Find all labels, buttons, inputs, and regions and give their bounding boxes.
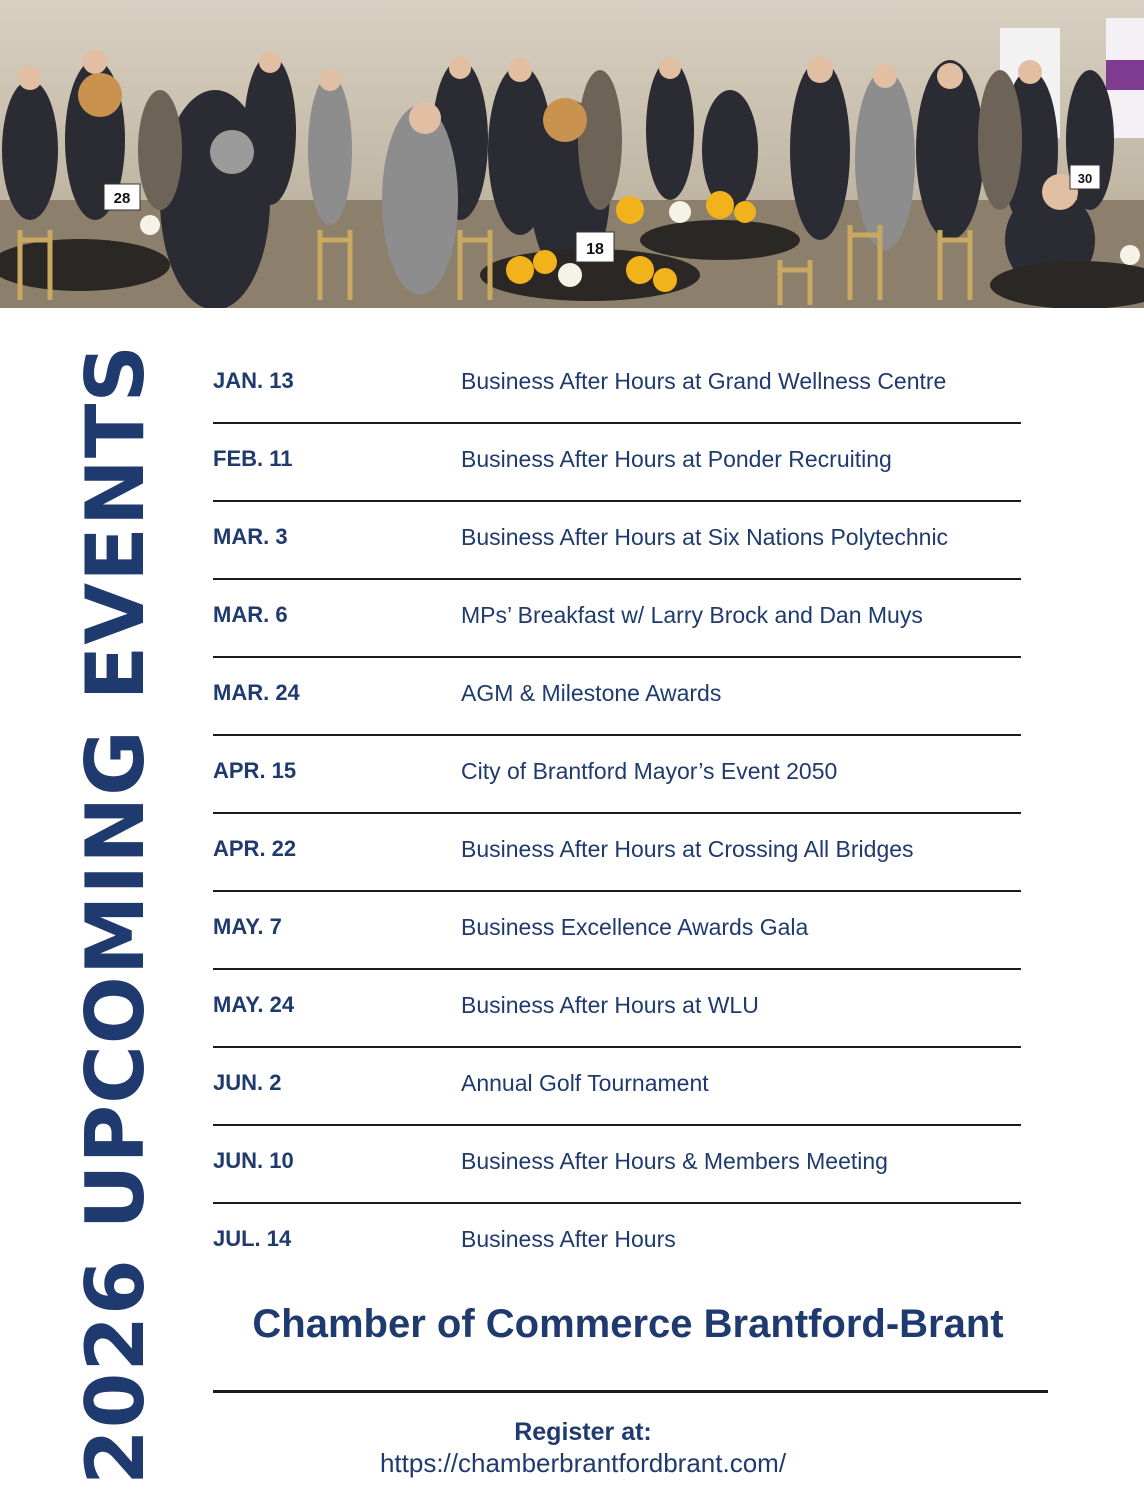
event-name: Business After Hours & Members Meeting	[461, 1148, 888, 1174]
table-number-card	[576, 232, 614, 262]
event-row	[213, 346, 1021, 424]
table-number-label: 30	[1077, 171, 1093, 186]
networking-event-photo	[0, 0, 1144, 308]
event-name: Business After Hours at Grand Wellness Centre	[461, 368, 947, 394]
event-name: Business After Hours at Ponder Recruiting	[461, 446, 892, 472]
event-name: Business After Hours at Six Nations Polytechnic	[461, 524, 949, 550]
event-row	[213, 502, 1021, 580]
table-number-card	[104, 184, 140, 210]
event-name: AGM & Milestone Awards	[461, 680, 722, 706]
event-name: Business After Hours at Crossing All Bridges	[461, 836, 914, 862]
event-date: JAN. 13	[213, 368, 294, 393]
event-crowd-illustration	[0, 0, 1144, 308]
table-number-label: 28	[113, 190, 131, 207]
event-row	[213, 814, 1021, 892]
event-row	[213, 424, 1021, 502]
page-title: 2026 UPCOMING EVENTS	[69, 343, 162, 1485]
event-date: MAR. 6	[213, 602, 288, 627]
divider	[213, 1390, 1048, 1393]
event-date: APR. 22	[213, 836, 297, 861]
event-date: FEB. 11	[213, 446, 293, 471]
register-label: Register at:	[514, 1418, 652, 1446]
event-name: Business After Hours	[461, 1226, 676, 1252]
event-row	[213, 892, 1021, 970]
table-number-card	[1070, 165, 1100, 189]
event-name: City of Brantford Mayor’s Event 2050	[461, 758, 838, 784]
event-date: JUL. 14	[213, 1226, 292, 1251]
event-row	[213, 658, 1021, 736]
event-date: MAY. 7	[213, 914, 282, 939]
event-row	[213, 1204, 1021, 1280]
event-row	[213, 580, 1021, 658]
event-date: JUN. 2	[213, 1070, 282, 1095]
event-date: MAR. 24	[213, 680, 300, 705]
event-row	[213, 736, 1021, 814]
event-row	[213, 1126, 1021, 1204]
event-date: MAY. 24	[213, 992, 295, 1017]
event-row	[213, 970, 1021, 1048]
event-name: Annual Golf Tournament	[461, 1070, 709, 1096]
event-date: MAR. 3	[213, 524, 288, 549]
event-name: Business Excellence Awards Gala	[461, 914, 809, 940]
register-link[interactable]: https://chamberbrantfordbrant.com/	[379, 1448, 787, 1478]
event-date: APR. 15	[213, 758, 297, 783]
events-list	[213, 346, 1021, 1280]
organization-name: Chamber of Commerce Brantford-Brant	[252, 1302, 1004, 1346]
event-date: JUN. 10	[213, 1148, 294, 1173]
event-row	[213, 1048, 1021, 1126]
event-name: MPs’ Breakfast w/ Larry Brock and Dan Muys	[461, 602, 923, 628]
event-name: Business After Hours at WLU	[461, 992, 759, 1018]
table-number-label: 18	[586, 241, 604, 258]
